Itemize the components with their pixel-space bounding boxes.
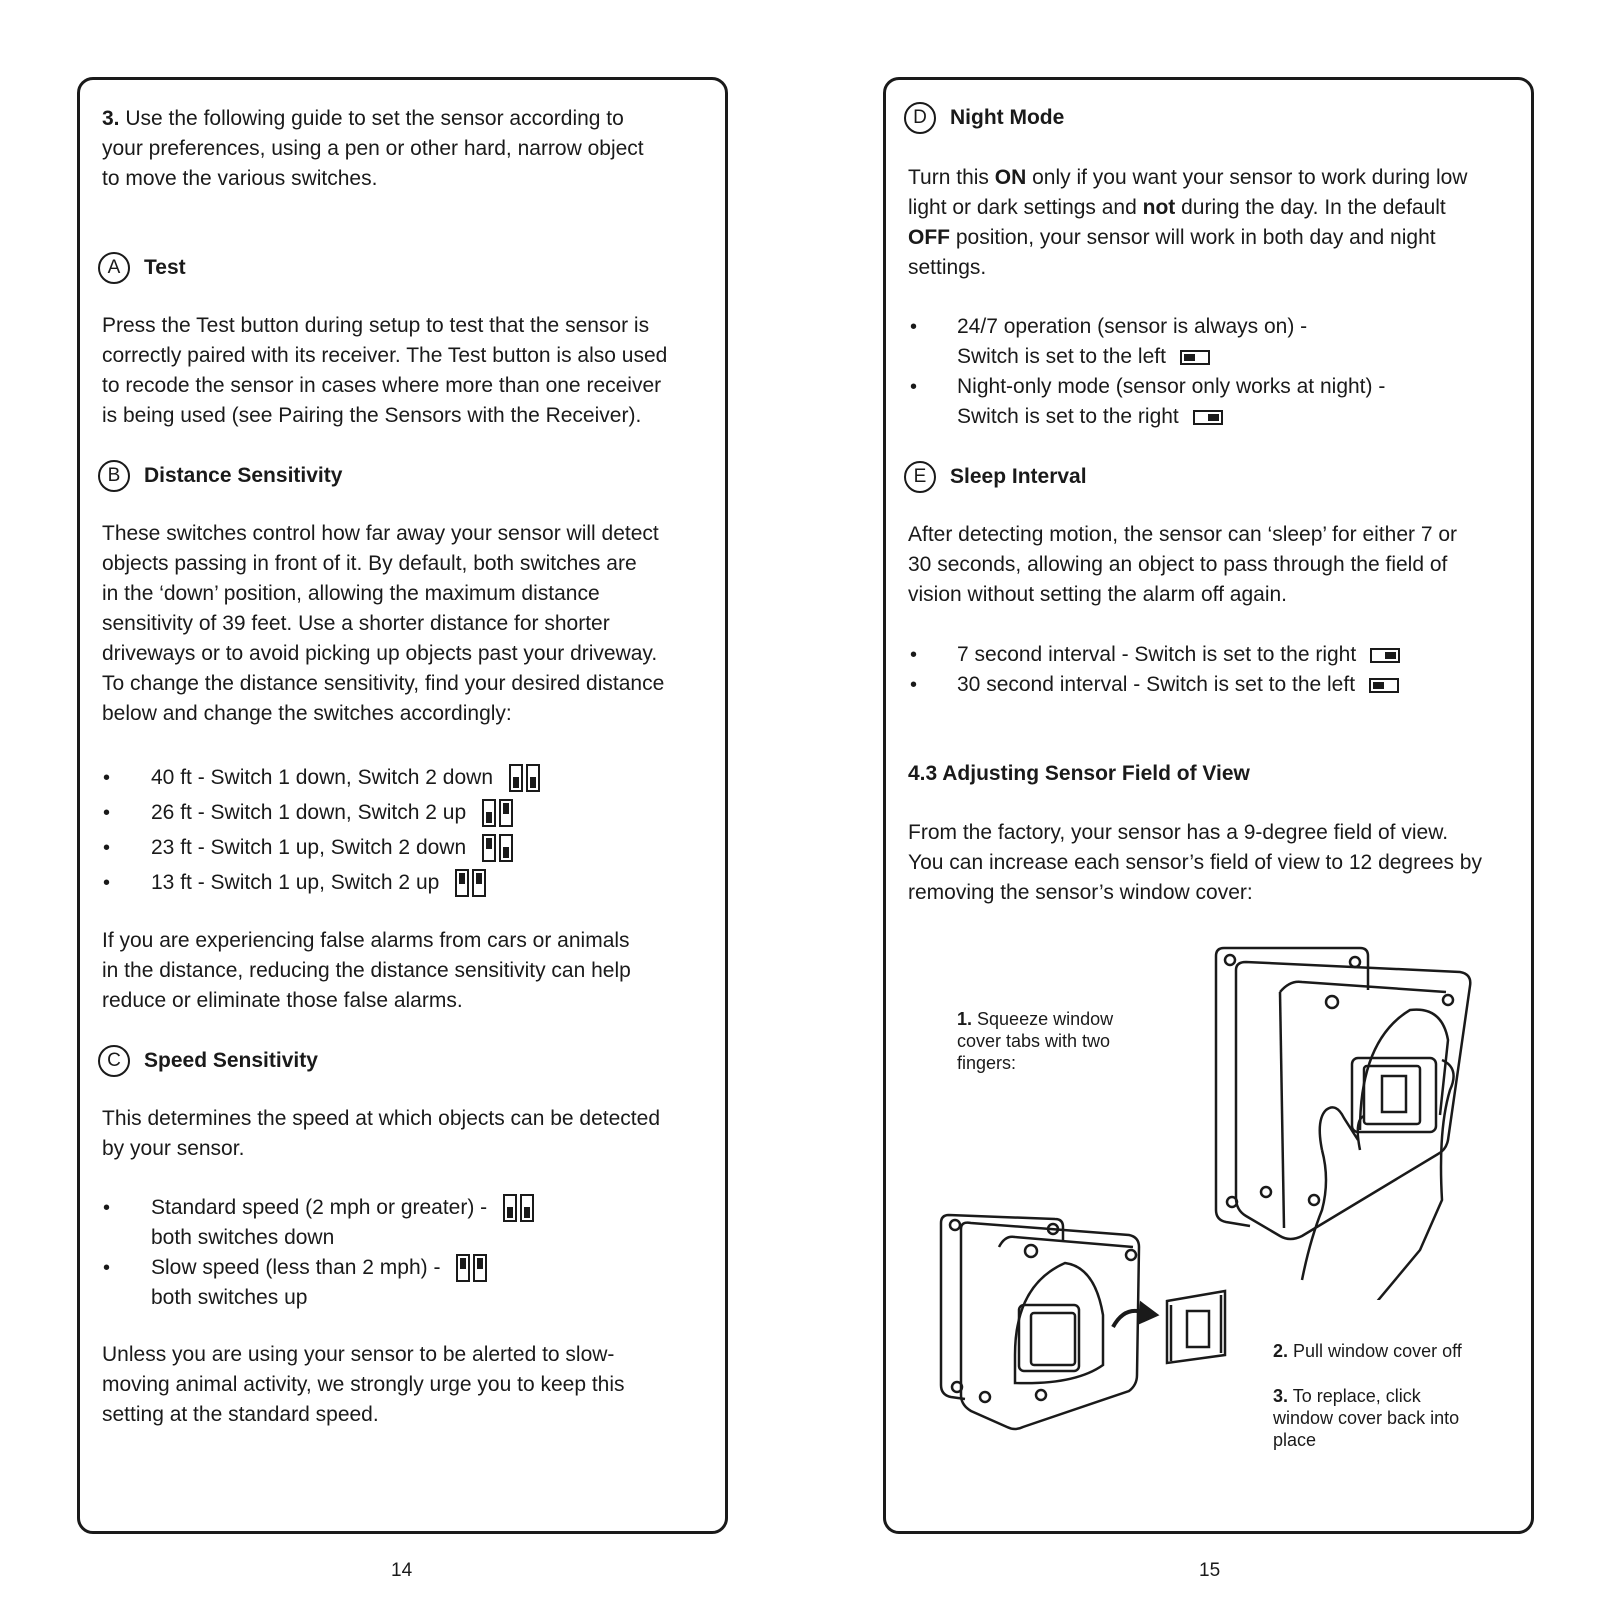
paragraph-line: moving animal activity, we strongly urge you to keep this [102,1373,625,1396]
fov-paragraph [908,818,1482,908]
distance-item-26ft [151,798,513,828]
speed-advice-paragraph [102,1340,625,1430]
paragraph-line: correctly paired with its receiver. The Test button is also used [102,344,668,367]
paragraph-line: Press the Test button during setup to test that the sensor is [102,314,650,337]
bullet-dot: • [910,674,918,696]
paragraph-line: sensitivity of 39 feet. Use a shorter distance for shorter [102,612,610,635]
paragraph-line: To change the distance sensitivity, find your desired distance [102,672,665,695]
dip-switch-up-icon [472,869,486,897]
section-e-badge: E [904,461,936,493]
dip-switch-up-icon [455,869,469,897]
bullet-dot: • [910,644,918,666]
section-d-badge: D [904,102,936,134]
step-number: 2. [1273,1341,1289,1361]
paragraph-line: vision without setting the alarm off again. [908,583,1287,606]
section-4-3-title: 4.3 Adjusting Sensor Field of View [908,762,1250,785]
paragraph-line: You can increase each sensor’s field of view to 12 degrees by [908,851,1482,874]
caption-line: Pull window cover off [1293,1341,1462,1361]
speed-item-slow [151,1253,487,1313]
section-a-paragraph [102,311,667,431]
paragraph-line: From the factory, your sensor has a 9-degree field of view. [908,821,1449,844]
intro-line: to move the various switches. [102,167,378,190]
bullet-dot: • [103,767,111,789]
speed-item-text: both switches up [151,1286,308,1309]
slide-switch-right-icon [1193,410,1223,425]
caption-line: To replace, click [1292,1386,1421,1406]
caption-line: place [1273,1430,1317,1450]
distance-item-text: 23 ft - Switch 1 up, Switch 2 down [151,836,467,859]
paragraph-line: is being used (see Pairing the Sensors with the Receiver). [102,404,642,427]
dip-switch-down-icon [503,1194,517,1222]
dip-switch-up-icon [473,1254,487,1282]
page-number-left: 14 [391,1560,413,1581]
paragraph-line: in the distance, reducing the distance sensitivity can help [102,959,631,982]
section-d-title: Night Mode [950,106,1065,129]
sleep-item-text: 7 second interval - Switch is set to the right [957,643,1357,666]
night-mode-item-text: 24/7 operation (sensor is always on) - [957,315,1308,338]
dip-switch-pair-icon [482,834,513,862]
bullet-dot: • [910,316,918,338]
step-3-caption [1273,1385,1459,1451]
caption-line: Squeeze window [977,1009,1114,1029]
bullet-dot: • [103,1257,111,1279]
paragraph-line: This determines the speed at which objects can be detected [102,1107,660,1130]
dip-switch-up-icon [499,799,513,827]
dip-switch-down-icon [499,834,513,862]
distance-item-23ft [151,833,513,863]
paragraph-line: removing the sensor’s window cover: [908,881,1253,904]
intro-paragraph [102,104,644,194]
step-1-caption [957,1008,1113,1074]
bullet-dot: • [103,1197,111,1219]
sensor-cover-removed-illustration [935,1205,1265,1445]
sleep-item-text: 30 second interval - Switch is set to the left [957,673,1356,696]
paragraph-line: objects passing in front of it. By default, both switches are [102,552,637,575]
night-mode-item-24-7 [957,312,1307,372]
dip-switch-down-icon [526,764,540,792]
paragraph-line: driveways or to avoid picking up objects past your driveway. [102,642,658,665]
dip-switch-pair-icon [509,764,540,792]
speed-item-text: both switches down [151,1226,335,1249]
step-2-caption [1273,1340,1462,1362]
intro-line: your preferences, using a pen or other hard, narrow object [102,137,644,160]
dip-switch-pair-icon [482,799,513,827]
dip-switch-pair-icon [503,1194,534,1222]
step-number: 1. [957,1009,973,1029]
paragraph-line: below and change the switches accordingly: [102,702,512,725]
intro-step-number: 3. [102,107,120,130]
night-mode-item-night-only [957,372,1385,432]
paragraph-line: After detecting motion, the sensor can ‘sleep’ for either 7 or [908,523,1458,546]
dip-switch-up-icon [482,834,496,862]
section-a-title: Test [144,256,186,279]
section-b-badge: B [98,460,130,492]
bullet-dot: • [103,872,111,894]
bullet-dot: • [103,802,111,824]
paragraph-line: 30 seconds, allowing an object to pass through the field of [908,553,1448,576]
distance-item-13ft [151,868,486,898]
section-c-title: Speed Sensitivity [144,1049,318,1072]
dip-switch-down-icon [482,799,496,827]
intro-line: Use the following guide to set the sensor according to [125,107,624,130]
page-number-right: 15 [1199,1560,1221,1581]
night-mode-item-text: Switch is set to the left [957,345,1166,368]
section-d-paragraph: Turn this ON only if you want your sensor to work during low light or dark settings and not during the day. In the default OFF position, your sensor will work in both day and night settings. [908,166,1468,279]
paragraph-line: These switches control how far away your sensor will detect [102,522,659,545]
dip-switch-down-icon [520,1194,534,1222]
dip-switch-pair-icon [456,1254,487,1282]
dip-switch-down-icon [509,764,523,792]
caption-line: fingers: [957,1053,1017,1073]
false-alarm-paragraph [102,926,631,1016]
dip-switch-pair-icon [455,869,486,897]
section-b-title: Distance Sensitivity [144,464,343,487]
speed-item-text: Standard speed (2 mph or greater) - [151,1196,488,1219]
speed-item-text: Slow speed (less than 2 mph) - [151,1256,441,1279]
night-mode-item-text: Switch is set to the right [957,405,1179,428]
caption-line: cover tabs with two [957,1031,1111,1051]
slide-switch-left-icon [1369,678,1399,693]
bullet-dot: • [103,837,111,859]
section-e-title: Sleep Interval [950,465,1087,488]
paragraph-line: by your sensor. [102,1137,245,1160]
section-c-paragraph [102,1104,660,1164]
step-number: 3. [1273,1386,1289,1406]
speed-item-standard [151,1193,534,1253]
section-a-badge: A [98,252,130,284]
section-e-paragraph [908,520,1457,610]
slide-switch-right-icon [1370,648,1400,663]
paragraph-line: to recode the sensor in cases where more than one receiver [102,374,662,397]
distance-item-40ft [151,763,540,793]
paragraph-line: If you are experiencing false alarms from cars or animals [102,929,630,952]
slide-switch-left-icon [1180,350,1210,365]
emphasis-on: ON [994,166,1027,189]
bullet-dot: • [910,376,918,398]
dip-switch-up-icon [456,1254,470,1282]
distance-item-text: 26 ft - Switch 1 down, Switch 2 up [151,801,467,824]
sleep-item-7s [957,640,1400,670]
distance-item-text: 13 ft - Switch 1 up, Switch 2 up [151,871,440,894]
caption-line: window cover back into [1273,1408,1460,1428]
distance-item-text: 40 ft - Switch 1 down, Switch 2 down [151,766,493,789]
section-c-badge: C [98,1045,130,1077]
emphasis-not: not [1142,196,1176,219]
paragraph-line: in the ‘down’ position, allowing the maximum distance [102,582,600,605]
sleep-item-30s [957,670,1399,700]
paragraph-line: setting at the standard speed. [102,1403,379,1426]
emphasis-off: OFF [908,226,950,249]
paragraph-line: reduce or eliminate those false alarms. [102,989,463,1012]
section-b-paragraph [102,519,664,729]
night-mode-item-text: Night-only mode (sensor only works at night) - [957,375,1386,398]
paragraph-line: Unless you are using your sensor to be alerted to slow- [102,1343,615,1366]
